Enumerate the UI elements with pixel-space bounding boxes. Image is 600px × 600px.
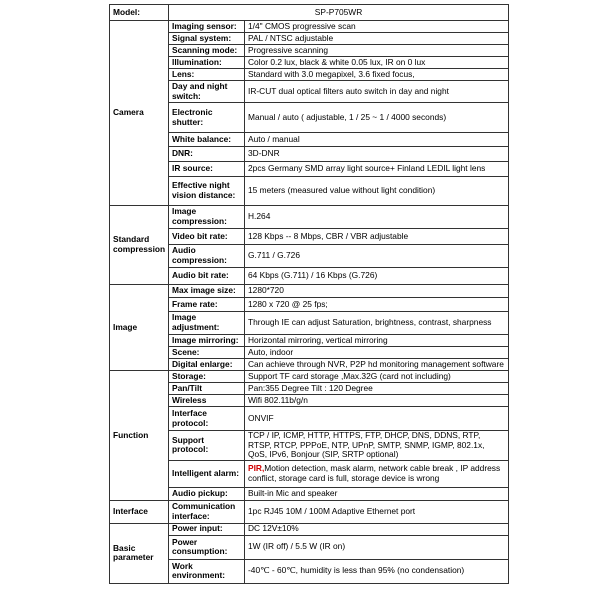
spec-table: [109, 4, 509, 584]
row-max-image-size: [110, 285, 509, 298]
support-protocol-value: TCP / IP, ICMP, HTTP, HTTPS, FTP, DHCP, DNS, DDNS, RTP, RTSP, RTCP, PPPoE, NTP, UPnP, SMTP, SNMP, IGMP, 802.1x, QoS, IPv6, Bonjour (SIP, SRTP optional): [245, 431, 509, 461]
shutter-value: Manual / auto ( adjustable, 1 / 25 ~ 1 / 4000 seconds): [245, 103, 509, 133]
category-standard-compression: Standard compression: [110, 206, 169, 285]
pan-tilt-value: Pan:355 Degree Tilt : 120 Degree: [245, 383, 509, 395]
row-white-balance: [110, 133, 509, 147]
row-pan-tilt: [110, 383, 509, 395]
night-distance-value: 15 meters (measured value without light condition): [245, 177, 509, 206]
wireless-value: Wifi 802.11b/g/n: [245, 395, 509, 407]
audio-compression-value: G.711 / G.726: [245, 245, 509, 268]
white-balance-value: Auto / manual: [245, 133, 509, 147]
power-input-label: Power input:: [169, 523, 245, 535]
frame-rate-value: 1280 x 720 @ 25 fps;: [245, 298, 509, 312]
image-adjustment-label: Image adjustment:: [169, 312, 245, 335]
row-scanning-mode: [110, 45, 509, 57]
row-power-consumption: [110, 535, 509, 559]
dnr-label: DNR:: [169, 147, 245, 162]
row-intelligent-alarm: [110, 460, 509, 487]
row-frame-rate: [110, 298, 509, 312]
storage-value: Support TF card storage ,Max.32G (card not including): [245, 371, 509, 383]
row-digital-enlarge: [110, 359, 509, 371]
row-storage: [110, 371, 509, 383]
row-shutter: [110, 103, 509, 133]
intelligent-alarm-text: Motion detection, mask alarm, network cable break , IP address conflict, storage card is full, storage device is wrong: [248, 463, 501, 483]
category-basic-parameter: Basic parameter: [110, 523, 169, 583]
image-compression-label: Image compression:: [169, 206, 245, 229]
image-mirroring-label: Image mirroring:: [169, 335, 245, 347]
intelligent-alarm-value: [245, 460, 509, 487]
row-audio-bitrate: [110, 268, 509, 285]
image-mirroring-value: Horizontal mirroring, vertical mirroring: [245, 335, 509, 347]
lens-label: Lens:: [169, 69, 245, 81]
category-function: Function: [110, 371, 169, 501]
row-day-night: [110, 81, 509, 103]
ir-source-label: IR source:: [169, 162, 245, 177]
wireless-label: Wireless: [169, 395, 245, 407]
row-image-mirroring: [110, 335, 509, 347]
row-night-distance: [110, 177, 509, 206]
max-image-size-label: Max image size:: [169, 285, 245, 298]
row-power-input: [110, 523, 509, 535]
frame-rate-label: Frame rate:: [169, 298, 245, 312]
scene-label: Scene:: [169, 347, 245, 359]
row-imaging-sensor: [110, 21, 509, 33]
video-bitrate-value: 128 Kbps -- 8 Mbps, CBR / VBR adjustable: [245, 229, 509, 245]
row-dnr: [110, 147, 509, 162]
category-image: Image: [110, 285, 169, 371]
row-video-bitrate: [110, 229, 509, 245]
signal-system-label: Signal system:: [169, 33, 245, 45]
shutter-label: Electronic shutter:: [169, 103, 245, 133]
category-camera: Camera: [110, 21, 169, 206]
row-wireless: [110, 395, 509, 407]
power-consumption-value: 1W (IR off) / 5.5 W (IR on): [245, 535, 509, 559]
power-consumption-label: Power consumption:: [169, 535, 245, 559]
interface-protocol-label: Interface protocol:: [169, 407, 245, 431]
row-audio-pickup: [110, 487, 509, 500]
day-night-label: Day and night switch:: [169, 81, 245, 103]
illumination-label: Illumination:: [169, 57, 245, 69]
pan-tilt-label: Pan/Tilt: [169, 383, 245, 395]
row-audio-compression: [110, 245, 509, 268]
row-model: [110, 5, 509, 21]
work-environment-value: -40℃ - 60℃, humidity is less than 95% (no condensation): [245, 559, 509, 583]
communication-interface-value: 1pc RJ45 10M / 100M Adaptive Ethernet port: [245, 500, 509, 523]
pir-highlight: PIR,: [248, 463, 265, 474]
signal-system-value: PAL / NTSC adjustable: [245, 33, 509, 45]
row-lens: [110, 69, 509, 81]
image-compression-value: H.264: [245, 206, 509, 229]
audio-pickup-label: Audio pickup:: [169, 487, 245, 500]
scanning-mode-value: Progressive scanning: [245, 45, 509, 57]
row-work-environment: [110, 559, 509, 583]
night-distance-label: Effective night vision distance:: [169, 177, 245, 206]
video-bitrate-label: Video bit rate:: [169, 229, 245, 245]
scanning-mode-label: Scanning mode:: [169, 45, 245, 57]
imaging-sensor-value: 1/4" CMOS progressive scan: [245, 21, 509, 33]
audio-pickup-value: Built-in Mic and speaker: [245, 487, 509, 500]
communication-interface-label: Communication interface:: [169, 500, 245, 523]
imaging-sensor-label: Imaging sensor:: [169, 21, 245, 33]
digital-enlarge-label: Digital enlarge:: [169, 359, 245, 371]
audio-compression-label: Audio compression:: [169, 245, 245, 268]
row-scene: [110, 347, 509, 359]
max-image-size-value: 1280*720: [245, 285, 509, 298]
intelligent-alarm-label: Intelligent alarm:: [169, 460, 245, 487]
row-illumination: [110, 57, 509, 69]
power-input-value: DC 12V±10%: [245, 523, 509, 535]
ir-source-value: 2pcs Germany SMD array light source+ Finland LEDIL light lens: [245, 162, 509, 177]
row-image-compression: [110, 206, 509, 229]
day-night-value: IR-CUT dual optical filters auto switch in day and night: [245, 81, 509, 103]
model-value: SP-P705WR: [169, 5, 509, 21]
image-adjustment-value: Through IE can adjust Saturation, brightness, contrast, sharpness: [245, 312, 509, 335]
scene-value: Auto, indoor: [245, 347, 509, 359]
illumination-value: Color 0.2 lux, black & white 0.05 lux, IR on 0 lux: [245, 57, 509, 69]
support-protocol-label: Support protocol:: [169, 431, 245, 461]
row-interface-protocol: [110, 407, 509, 431]
row-support-protocol: [110, 431, 509, 461]
dnr-value: 3D-DNR: [245, 147, 509, 162]
audio-bitrate-value: 64 Kbps (G.711) / 16 Kbps (G.726): [245, 268, 509, 285]
audio-bitrate-label: Audio bit rate:: [169, 268, 245, 285]
category-interface: Interface: [110, 500, 169, 523]
row-signal-system: [110, 33, 509, 45]
model-label: Model:: [110, 5, 169, 21]
work-environment-label: Work environment:: [169, 559, 245, 583]
digital-enlarge-value: Can achieve through NVR, P2P hd monitoring management software: [245, 359, 509, 371]
interface-protocol-value: ONVIF: [245, 407, 509, 431]
row-image-adjustment: [110, 312, 509, 335]
row-communication-interface: [110, 500, 509, 523]
row-ir-source: [110, 162, 509, 177]
storage-label: Storage:: [169, 371, 245, 383]
lens-value: Standard with 3.0 megapixel, 3.6 fixed focus,: [245, 69, 509, 81]
white-balance-label: White balance:: [169, 133, 245, 147]
